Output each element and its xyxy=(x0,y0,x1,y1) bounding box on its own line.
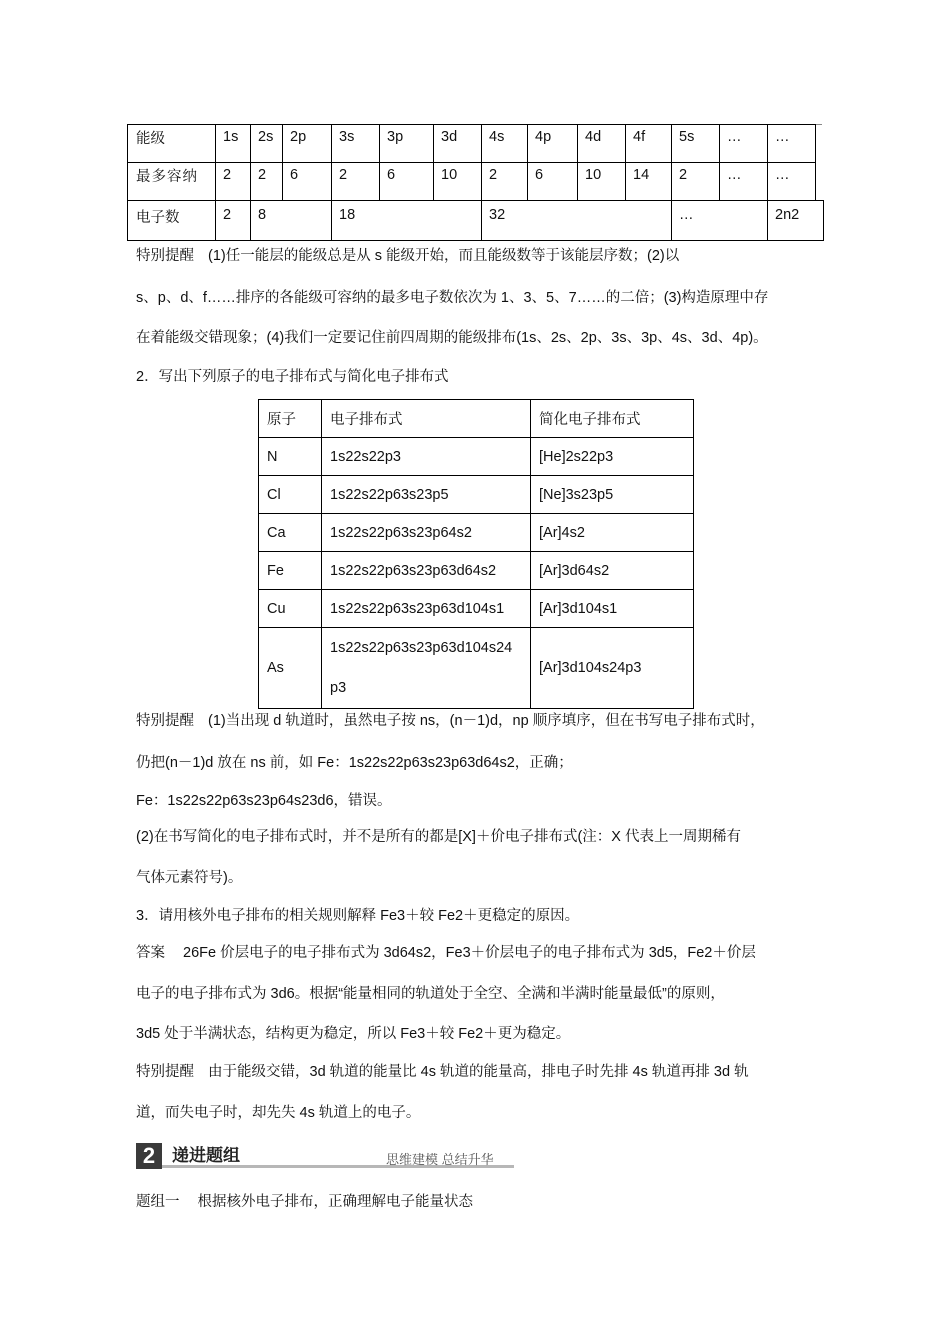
table-cell: 3p xyxy=(387,129,404,145)
tip-paragraph xyxy=(136,711,765,731)
table-cell: 5s xyxy=(679,129,695,145)
atom-cell: Cu xyxy=(259,590,322,628)
table-cell: 4d xyxy=(585,129,602,145)
table-cell: 32 xyxy=(489,207,506,223)
atom-cell: N xyxy=(259,438,322,476)
energy-level-table xyxy=(0,0,950,250)
table-cell: 4f xyxy=(633,129,646,145)
table-row xyxy=(259,628,694,709)
table-row xyxy=(259,476,694,514)
table-cell: … xyxy=(775,129,790,145)
tip-text: 由于能级交错，3d 轨道的能量比 4s 轨道的能量高，排电子时先排 4s 轨道再排 3d 轨 xyxy=(208,1064,749,1080)
tip-text: (1)任一能层的能级总是从 s 能级开始，而且能级数等于该能层序数；(2)以 xyxy=(208,248,680,264)
header-cell: 电子排布式 xyxy=(322,400,531,438)
full-config-cell xyxy=(322,628,531,709)
section-banner xyxy=(136,1143,514,1169)
atom-cell: Ca xyxy=(259,514,322,552)
table-cell: 2 xyxy=(489,167,498,183)
row-label: 电子数 xyxy=(136,210,180,226)
table-cell: … xyxy=(775,167,790,183)
full-config-cell: 1s22s22p63s23p64s2 xyxy=(322,514,531,552)
table-cell: 3d xyxy=(441,129,458,145)
table-cell: 4s xyxy=(489,129,505,145)
short-config-cell: [Ar]3d104s1 xyxy=(531,590,694,628)
table-cell: 14 xyxy=(633,167,650,183)
header-cell: 简化电子排布式 xyxy=(531,400,694,438)
tip-text-line: s、p、d、f……排序的各能级可容纳的最多电子数依次为 1、3、5、7……的二倍；(3)构造原理中存 xyxy=(136,290,769,306)
group-text: 根据核外电子排布，正确理解电子能量状态 xyxy=(197,1194,473,1210)
tip-label: 特别提醒 xyxy=(136,248,194,264)
short-config-cell: [He]2s22p3 xyxy=(531,438,694,476)
header-cell: 原子 xyxy=(259,400,322,438)
section-number: 2 xyxy=(136,1143,162,1169)
section-subtitle: 思维建模 总结升华 xyxy=(386,1152,494,1167)
tip-text-line: 在着能级交错现象；(4)我们一定要记住前四周期的能级排布(1s、2s、2p、3s、3p、4s、3d、4p)。 xyxy=(136,330,768,346)
full-config-cell: 1s22s22p3 xyxy=(322,438,531,476)
answer-text: 26Fe 价层电子的电子排布式为 3d64s2，Fe3＋价层电子的电子排布式为 3d5，Fe2＋价层 xyxy=(183,945,756,961)
full-config-cell: 1s22s22p63s23p63d64s2 xyxy=(322,552,531,590)
table-row xyxy=(259,514,694,552)
tip-label: 特别提醒 xyxy=(136,713,194,729)
table-cell: 18 xyxy=(339,207,356,223)
atom-cell: As xyxy=(259,628,322,709)
question-2: 2．写出下列原子的电子排布式与简化电子排布式 xyxy=(136,369,449,385)
electron-config-table xyxy=(258,399,694,709)
table-cell: 2p xyxy=(290,129,307,145)
tip-text-line: 道，而失电子时，却先失 4s 轨道上的电子。 xyxy=(136,1105,421,1121)
tip-text: (1)当出现 d 轨道时，虽然电子按 ns，(n－1)d，np 顺序填序，但在书写电子排布式时， xyxy=(208,713,765,729)
table-cell: 4p xyxy=(535,129,552,145)
table-cell: 1s xyxy=(223,129,239,145)
table-cell: 2 xyxy=(679,167,688,183)
group-label: 题组一 xyxy=(136,1194,180,1210)
tip-paragraph xyxy=(136,1062,749,1082)
table-cell: … xyxy=(679,207,694,223)
tip-text-line: Fe：1s22s22p63s23p64s23d6，错误。 xyxy=(136,793,392,809)
atom-cell: Fe xyxy=(259,552,322,590)
table-row xyxy=(259,590,694,628)
tip-label: 特别提醒 xyxy=(136,1064,194,1080)
atom-cell: Cl xyxy=(259,476,322,514)
table-cell: 3s xyxy=(339,129,355,145)
answer-text-line: 3d5 处于半满状态，结构更为稳定，所以 Fe3＋较 Fe2＋更为稳定。 xyxy=(136,1026,571,1042)
short-config-cell: [Ne]3s23p5 xyxy=(531,476,694,514)
answer-paragraph xyxy=(136,943,756,963)
table-cell: 8 xyxy=(258,207,267,223)
short-config-cell: [Ar]4s2 xyxy=(531,514,694,552)
answer-label: 答案 xyxy=(136,945,165,961)
answer-text-line: 电子的电子排布式为 3d6。根据“能量相同的轨道处于全空、全满和半满时能量最低”的原则， xyxy=(136,986,725,1002)
full-config-line: p3 xyxy=(330,680,347,696)
table-cell: … xyxy=(727,129,742,145)
table-cell: 2 xyxy=(223,167,232,183)
table-cell: 10 xyxy=(441,167,458,183)
row-label: 能级 xyxy=(136,131,165,147)
full-config-line: 1s22s22p63s23p63d104s24 xyxy=(330,640,513,656)
short-config-cell: [Ar]3d104s24p3 xyxy=(531,628,694,709)
table-cell: 2 xyxy=(223,207,232,223)
full-config-cell: 1s22s22p63s23p63d104s1 xyxy=(322,590,531,628)
group-heading xyxy=(136,1192,473,1212)
tip-paragraph xyxy=(136,246,679,266)
section-title: 递进题组 xyxy=(172,1146,240,1165)
table-cell: 2 xyxy=(258,167,267,183)
question-3: 3．请用核外电子排布的相关规则解释 Fe3＋较 Fe2＋更稳定的原因。 xyxy=(136,908,580,924)
row-label: 最多容纳 xyxy=(136,169,198,185)
table-cell: 2n2 xyxy=(775,207,800,223)
table-cell: 6 xyxy=(387,167,396,183)
table-row xyxy=(259,552,694,590)
table-cell: 6 xyxy=(290,167,299,183)
table-cell: 10 xyxy=(585,167,602,183)
table-cell: 2s xyxy=(258,129,274,145)
short-config-cell: [Ar]3d64s2 xyxy=(531,552,694,590)
table-header-row xyxy=(259,400,694,438)
table-cell: … xyxy=(727,167,742,183)
tip-text-line: 气体元素符号)。 xyxy=(136,870,243,886)
table-cell: 6 xyxy=(535,167,544,183)
table-row xyxy=(259,438,694,476)
table-cell: 2 xyxy=(339,167,348,183)
tip-text-line: 仍把(n－1)d 放在 ns 前，如 Fe：1s22s22p63s23p63d64s2，正确； xyxy=(136,755,573,771)
tip-text-line: (2)在书写简化的电子排布式时，并不是所有的都是[X]＋价电子排布式(注：X 代表上一周期稀有 xyxy=(136,829,741,845)
full-config-cell: 1s22s22p63s23p5 xyxy=(322,476,531,514)
